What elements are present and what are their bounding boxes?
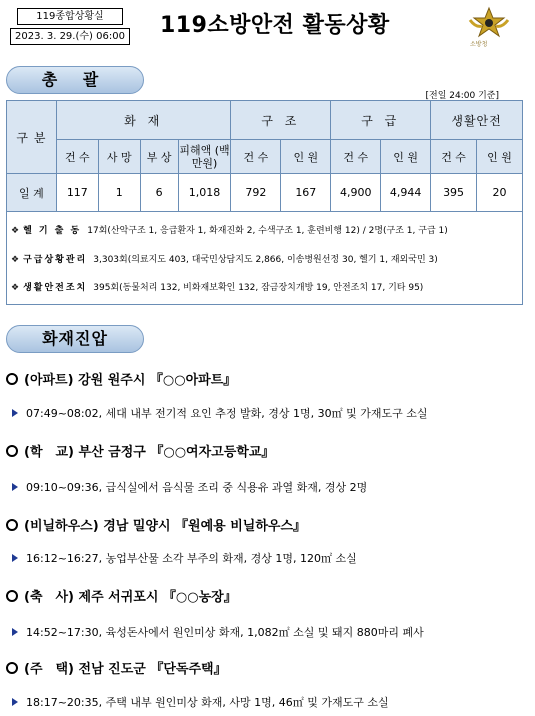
summary-table: [6, 100, 523, 212]
col-fire-deaths: 사 망: [98, 140, 140, 174]
page-title: 119소방안전 활동상황: [160, 13, 390, 38]
incident-detail: 16:12~16:27, 농업부산물 소각 부주의 화재, 경상 1명, 120㎡ 소실: [12, 550, 357, 566]
cell-rescue-count: 792: [231, 174, 281, 212]
cell-fire-damage: 1,018: [178, 174, 231, 212]
col-rescue-count: 건 수: [231, 140, 281, 174]
col-fire-injuries: 부 상: [140, 140, 178, 174]
group-safety: 생활안전: [431, 101, 523, 140]
circle-bullet-icon: [6, 373, 18, 385]
col-ems-people: 인 원: [381, 140, 431, 174]
incident-title: (주 택) 전남 진도군 『단독주택』: [6, 658, 227, 677]
circle-bullet-icon: [6, 590, 18, 602]
circle-bullet-icon: [6, 519, 18, 531]
cell-fire-count: 117: [56, 174, 98, 212]
note-key: 구급상황관리: [23, 255, 88, 265]
diamond-bullet-icon: ❖: [11, 255, 20, 265]
note-text: 3,303회(의료지도 403, 대국민상담지도 2,866, 이송병원선정 30, 헬기 1, 재외국민 3): [93, 255, 438, 265]
col-fire-count: 건 수: [56, 140, 98, 174]
cell-rescue-people: 167: [281, 174, 331, 212]
note-text: 395회(동물처리 132, 비화재보확인 132, 잠금장치개방 19, 안전조치 17, 기타 95): [93, 283, 424, 293]
note-helicopter: [11, 223, 448, 236]
note-key: 헬 기 출 동: [23, 226, 82, 236]
note-ems-management: [11, 252, 438, 265]
triangle-bullet-icon: [12, 554, 18, 562]
triangle-bullet-icon: [12, 409, 18, 417]
row-label-daily: 일 계: [7, 174, 57, 212]
triangle-bullet-icon: [12, 698, 18, 706]
incident-detail: 18:17~20:35, 주택 내부 원인미상 화재, 사망 1명, 46㎡ 및 가재도구 소실: [12, 694, 389, 710]
note-key: 생활안전조치: [23, 283, 88, 293]
cell-ems-count: 4,900: [331, 174, 381, 212]
section-fire-label: 화재진압: [6, 325, 144, 353]
circle-bullet-icon: [6, 445, 18, 457]
circle-bullet-icon: [6, 662, 18, 674]
logo-caption: 소방청: [470, 41, 488, 48]
triangle-bullet-icon: [12, 483, 18, 491]
cell-safety-people: 20: [477, 174, 523, 212]
incident-title: (아파트) 강원 원주시 『○○아파트』: [6, 369, 236, 388]
row-header-category: 구 분: [7, 101, 57, 174]
basis-time: [전일 24:00 기준]: [425, 91, 499, 101]
col-fire-damage: 피해액 (백만원): [178, 140, 231, 174]
diamond-bullet-icon: ❖: [11, 283, 20, 293]
incident-detail: 14:52~17:30, 육성돈사에서 원인미상 화재, 1,082㎡ 소실 및 돼지 880마리 폐사: [12, 624, 424, 640]
col-ems-count: 건 수: [331, 140, 381, 174]
section-summary-label: 총 괄: [6, 66, 144, 94]
summary-notes: [6, 211, 523, 305]
incident-detail: 07:49~08:02, 세대 내부 전기적 요인 추정 발화, 경상 1명, 30㎡ 및 가재도구 소실: [12, 405, 427, 421]
triangle-bullet-icon: [12, 628, 18, 636]
group-rescue: 구 조: [231, 101, 331, 140]
cell-ems-people: 4,944: [381, 174, 431, 212]
cell-fire-injuries: 6: [140, 174, 178, 212]
cell-fire-deaths: 1: [98, 174, 140, 212]
cell-safety-count: 395: [431, 174, 477, 212]
incident-detail: 09:10~09:36, 급식실에서 음식물 조리 중 식용유 과열 화재, 경상 2명: [12, 479, 367, 495]
incident-title: (축 사) 제주 서귀포시 『○○농장』: [6, 586, 237, 605]
incident-title: (학 교) 부산 금정구 『○○여자고등학교』: [6, 441, 274, 460]
col-safety-people: 인 원: [477, 140, 523, 174]
incident-title: (비닐하우스) 경남 밀양시 『원예용 비닐하우스』: [6, 515, 306, 534]
note-text: 17회(산악구조 1, 응급환자 1, 화재진화 2, 수색구조 1, 훈련비행 12) / 2명(구조 1, 구급 1): [87, 226, 448, 236]
report-datetime: 2023. 3. 29.(수) 06:00: [10, 28, 130, 45]
col-safety-count: 건 수: [431, 140, 477, 174]
note-safety-actions: [11, 280, 423, 293]
org-label: 119종합상황실: [17, 8, 123, 25]
col-rescue-people: 인 원: [281, 140, 331, 174]
group-ems: 구 급: [331, 101, 431, 140]
group-fire: 화 재: [56, 101, 231, 140]
diamond-bullet-icon: ❖: [11, 226, 20, 236]
